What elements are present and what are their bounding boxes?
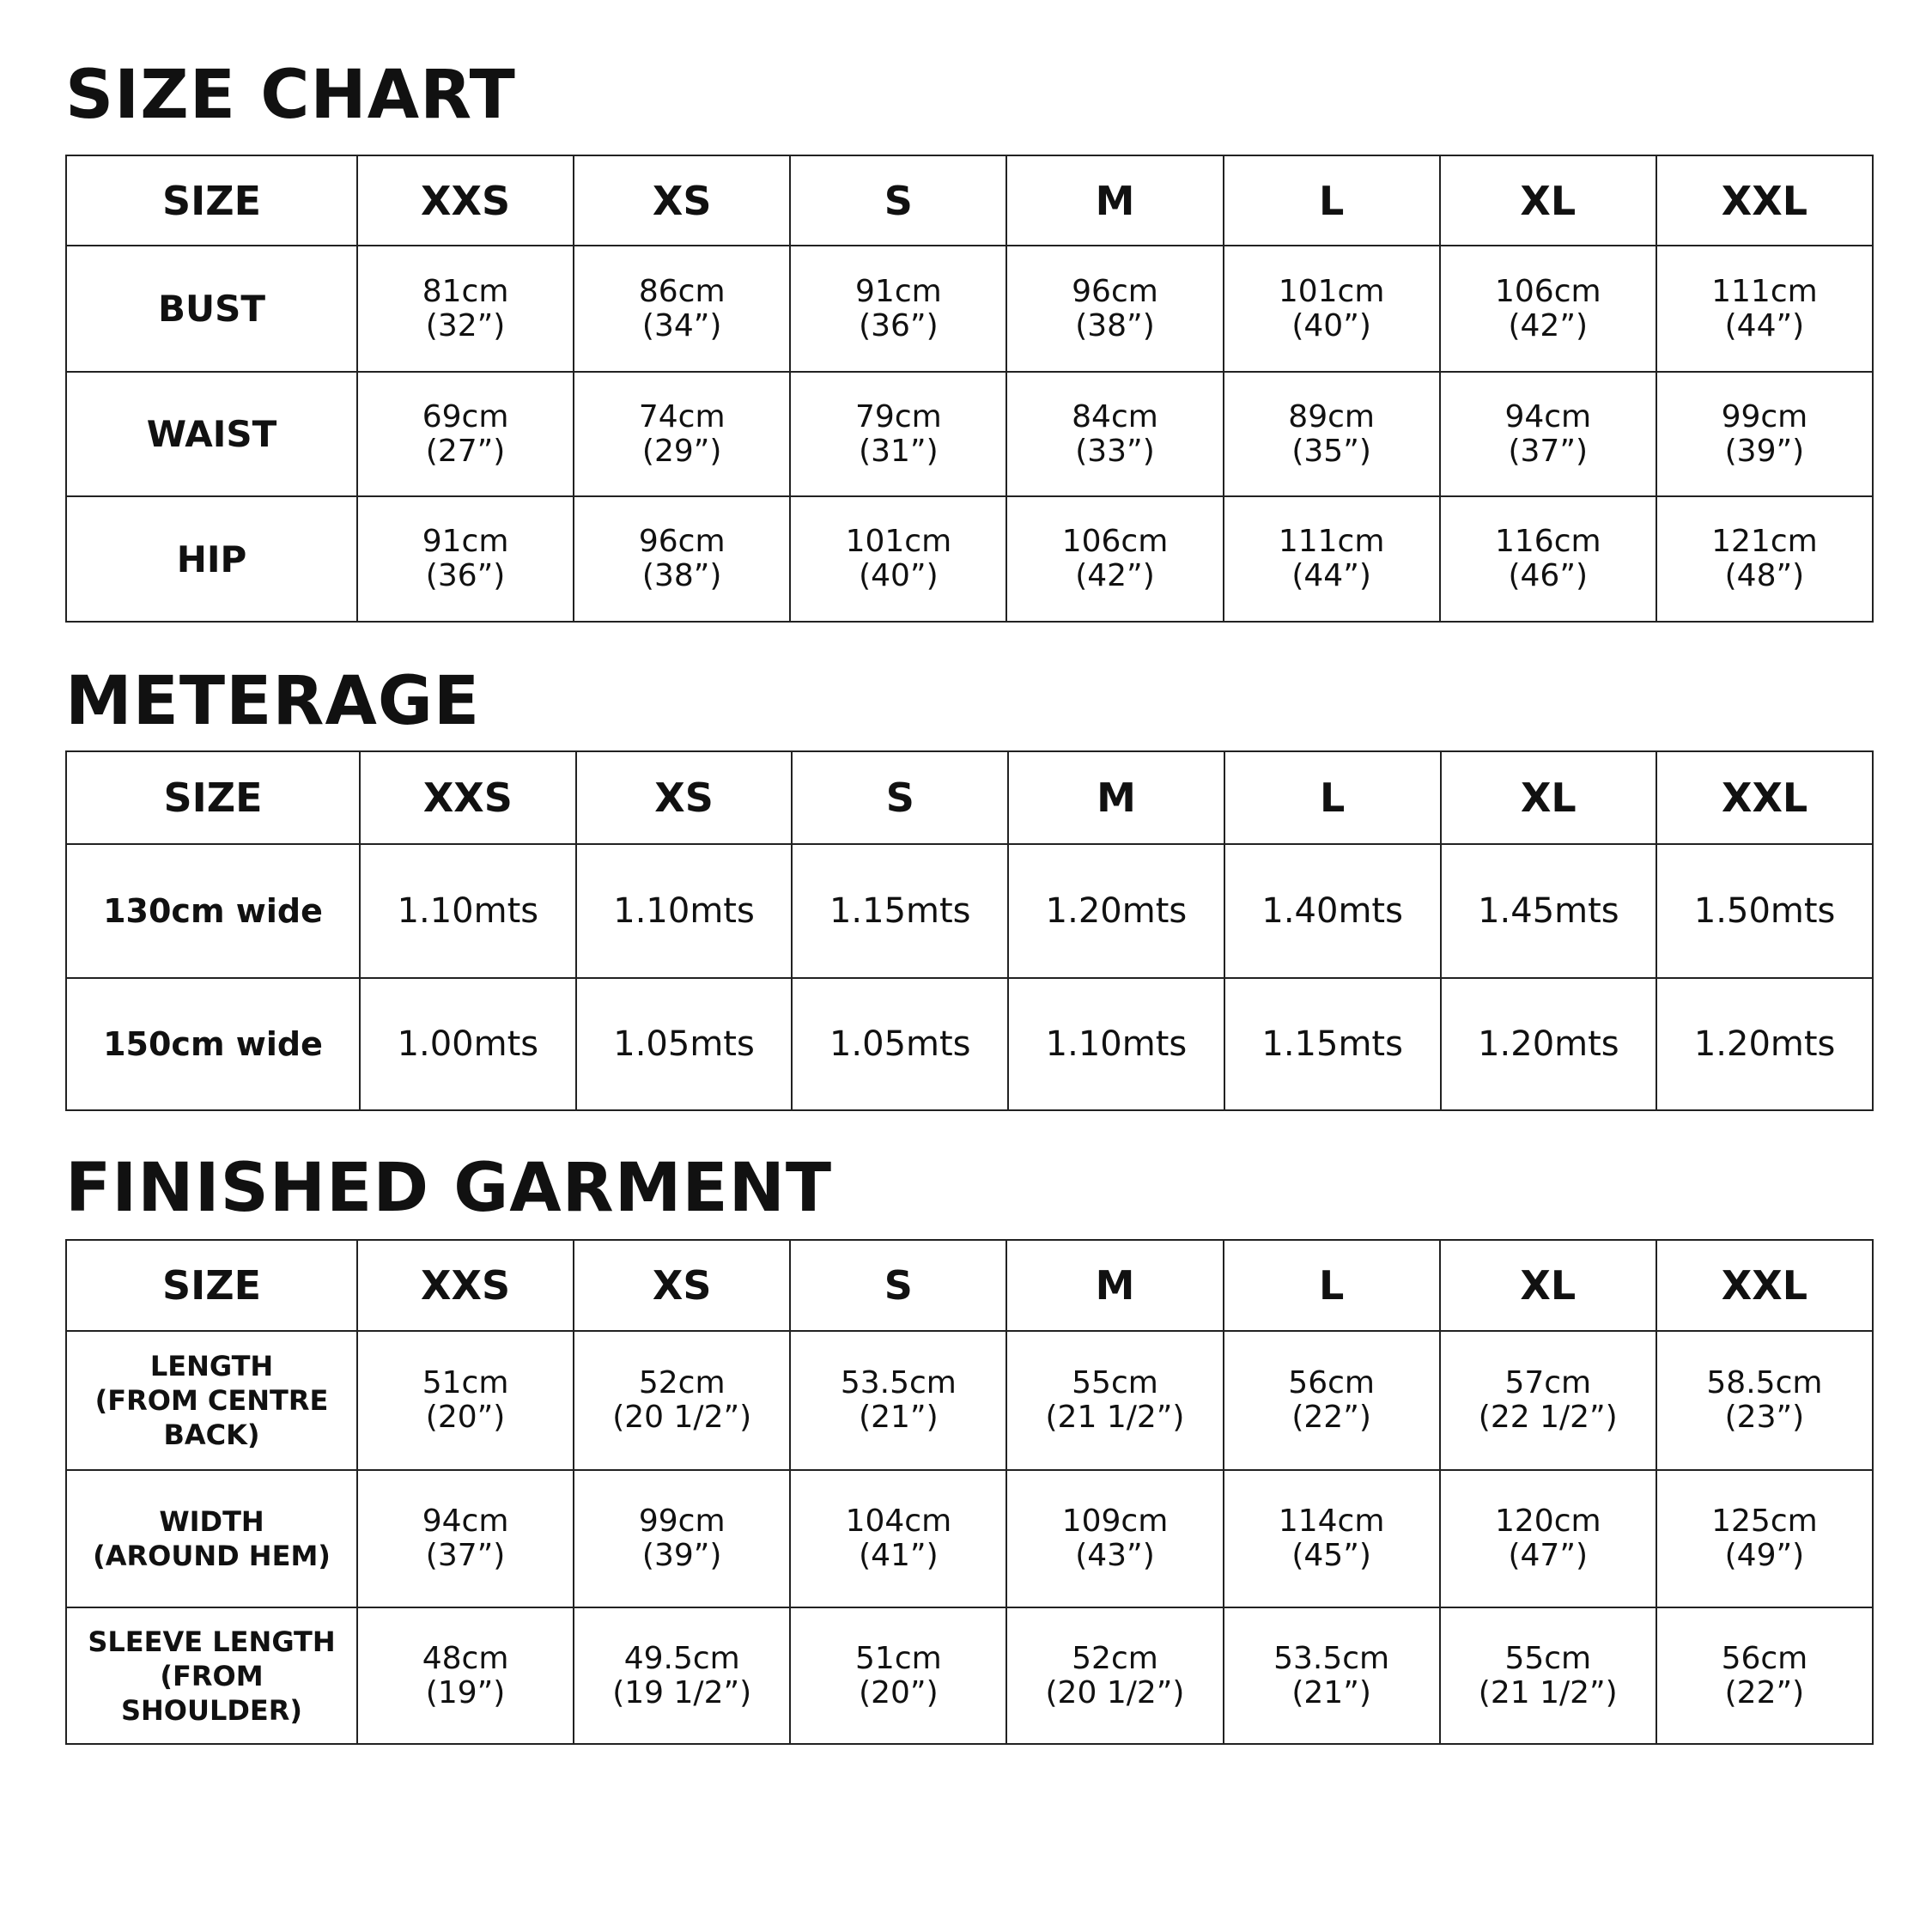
table-row bbox=[66, 496, 1873, 622]
measurement-cell: 52cm (20 1/2”) bbox=[1006, 1607, 1223, 1744]
measurement-cell: 1.20mts bbox=[1441, 978, 1657, 1110]
row-label: 150cm wide bbox=[66, 978, 360, 1110]
size-header: SIZE bbox=[66, 155, 357, 246]
measurement-cell: 81cm (32”) bbox=[357, 246, 574, 372]
measurement-cell: 57cm (22 1/2”) bbox=[1440, 1331, 1656, 1470]
measurement-cell: 106cm (42”) bbox=[1006, 496, 1223, 622]
measurement-cell: 55cm (21 1/2”) bbox=[1006, 1331, 1223, 1470]
size-col: XXS bbox=[360, 751, 576, 844]
size-col: XS bbox=[576, 751, 793, 844]
finished-garment-table bbox=[65, 1239, 1874, 1745]
measurement-cell: 1.05mts bbox=[576, 978, 793, 1110]
row-label: HIP bbox=[66, 496, 357, 622]
measurement-cell: 104cm (41”) bbox=[790, 1470, 1006, 1607]
row-label: LENGTH (FROM CENTRE BACK) bbox=[66, 1331, 357, 1470]
size-col: XXS bbox=[357, 155, 574, 246]
measurement-cell: 106cm (42”) bbox=[1440, 246, 1656, 372]
measurement-cell: 125cm (49”) bbox=[1656, 1470, 1873, 1607]
finished-garment-title: FINISHED GARMENT bbox=[65, 1150, 833, 1227]
measurement-cell: 114cm (45”) bbox=[1224, 1470, 1440, 1607]
measurement-cell: 48cm (19”) bbox=[357, 1607, 574, 1744]
header-row bbox=[66, 1240, 1873, 1331]
measurement-cell: 69cm (27”) bbox=[357, 372, 574, 496]
measurement-cell: 53.5cm (21”) bbox=[1224, 1607, 1440, 1744]
header-row bbox=[66, 155, 1873, 246]
measurement-cell: 120cm (47”) bbox=[1440, 1470, 1656, 1607]
measurement-cell: 101cm (40”) bbox=[790, 496, 1006, 622]
measurement-cell: 1.45mts bbox=[1441, 844, 1657, 978]
table-row bbox=[66, 978, 1873, 1110]
size-col: S bbox=[790, 155, 1006, 246]
measurement-cell: 56cm (22”) bbox=[1224, 1331, 1440, 1470]
size-col: M bbox=[1006, 1240, 1223, 1331]
measurement-cell: 1.00mts bbox=[360, 978, 576, 1110]
measurement-cell: 1.15mts bbox=[792, 844, 1008, 978]
size-col: XXS bbox=[357, 1240, 574, 1331]
table-row bbox=[66, 246, 1873, 372]
measurement-cell: 52cm (20 1/2”) bbox=[574, 1331, 790, 1470]
measurement-cell: 86cm (34”) bbox=[574, 246, 790, 372]
measurement-cell: 74cm (29”) bbox=[574, 372, 790, 496]
header-row bbox=[66, 751, 1873, 844]
row-label: WAIST bbox=[66, 372, 357, 496]
measurement-cell: 94cm (37”) bbox=[357, 1470, 574, 1607]
measurement-cell: 101cm (40”) bbox=[1224, 246, 1440, 372]
measurement-cell: 91cm (36”) bbox=[357, 496, 574, 622]
size-header: SIZE bbox=[66, 1240, 357, 1331]
row-label: BUST bbox=[66, 246, 357, 372]
measurement-cell: 56cm (22”) bbox=[1656, 1607, 1873, 1744]
measurement-cell: 58.5cm (23”) bbox=[1656, 1331, 1873, 1470]
measurement-cell: 99cm (39”) bbox=[574, 1470, 790, 1607]
measurement-cell: 116cm (46”) bbox=[1440, 496, 1656, 622]
table-row bbox=[66, 844, 1873, 978]
table-row bbox=[66, 372, 1873, 496]
measurement-cell: 1.50mts bbox=[1656, 844, 1873, 978]
table-row bbox=[66, 1607, 1873, 1744]
measurement-cell: 55cm (21 1/2”) bbox=[1440, 1607, 1656, 1744]
size-col: M bbox=[1006, 155, 1223, 246]
measurement-cell: 49.5cm (19 1/2”) bbox=[574, 1607, 790, 1744]
size-col: S bbox=[792, 751, 1008, 844]
measurement-cell: 1.10mts bbox=[1008, 978, 1224, 1110]
meterage-table bbox=[65, 750, 1874, 1111]
measurement-cell: 111cm (44”) bbox=[1224, 496, 1440, 622]
measurement-cell: 1.20mts bbox=[1656, 978, 1873, 1110]
measurement-cell: 1.40mts bbox=[1224, 844, 1441, 978]
measurement-cell: 1.10mts bbox=[576, 844, 793, 978]
size-col: XL bbox=[1440, 155, 1656, 246]
size-col: XS bbox=[574, 1240, 790, 1331]
measurement-cell: 51cm (20”) bbox=[357, 1331, 574, 1470]
size-col: XL bbox=[1441, 751, 1657, 844]
measurement-cell: 96cm (38”) bbox=[574, 496, 790, 622]
measurement-cell: 1.10mts bbox=[360, 844, 576, 978]
measurement-cell: 1.20mts bbox=[1008, 844, 1224, 978]
meterage-title: METERAGE bbox=[65, 663, 481, 740]
size-col: L bbox=[1224, 1240, 1440, 1331]
measurement-cell: 94cm (37”) bbox=[1440, 372, 1656, 496]
size-col: M bbox=[1008, 751, 1224, 844]
size-col: XS bbox=[574, 155, 790, 246]
table-row bbox=[66, 1331, 1873, 1470]
size-col: XL bbox=[1440, 1240, 1656, 1331]
size-chart-table bbox=[65, 155, 1874, 623]
row-label: WIDTH (AROUND HEM) bbox=[66, 1470, 357, 1607]
measurement-cell: 84cm (33”) bbox=[1006, 372, 1223, 496]
measurement-cell: 1.05mts bbox=[792, 978, 1008, 1110]
measurement-cell: 1.15mts bbox=[1224, 978, 1441, 1110]
measurement-cell: 99cm (39”) bbox=[1656, 372, 1873, 496]
measurement-cell: 109cm (43”) bbox=[1006, 1470, 1223, 1607]
measurement-cell: 79cm (31”) bbox=[790, 372, 1006, 496]
measurement-cell: 51cm (20”) bbox=[790, 1607, 1006, 1744]
measurement-cell: 121cm (48”) bbox=[1656, 496, 1873, 622]
size-header: SIZE bbox=[66, 751, 360, 844]
table-row bbox=[66, 1470, 1873, 1607]
measurement-cell: 111cm (44”) bbox=[1656, 246, 1873, 372]
measurement-cell: 53.5cm (21”) bbox=[790, 1331, 1006, 1470]
size-chart-title: SIZE CHART bbox=[65, 57, 516, 134]
size-col: XXL bbox=[1656, 155, 1873, 246]
row-label: 130cm wide bbox=[66, 844, 360, 978]
size-col: XXL bbox=[1656, 751, 1873, 844]
row-label: SLEEVE LENGTH (FROM SHOULDER) bbox=[66, 1607, 357, 1744]
measurement-cell: 89cm (35”) bbox=[1224, 372, 1440, 496]
size-col: L bbox=[1224, 155, 1440, 246]
size-col: XXL bbox=[1656, 1240, 1873, 1331]
measurement-cell: 91cm (36”) bbox=[790, 246, 1006, 372]
measurement-cell: 96cm (38”) bbox=[1006, 246, 1223, 372]
size-col: L bbox=[1224, 751, 1441, 844]
size-col: S bbox=[790, 1240, 1006, 1331]
